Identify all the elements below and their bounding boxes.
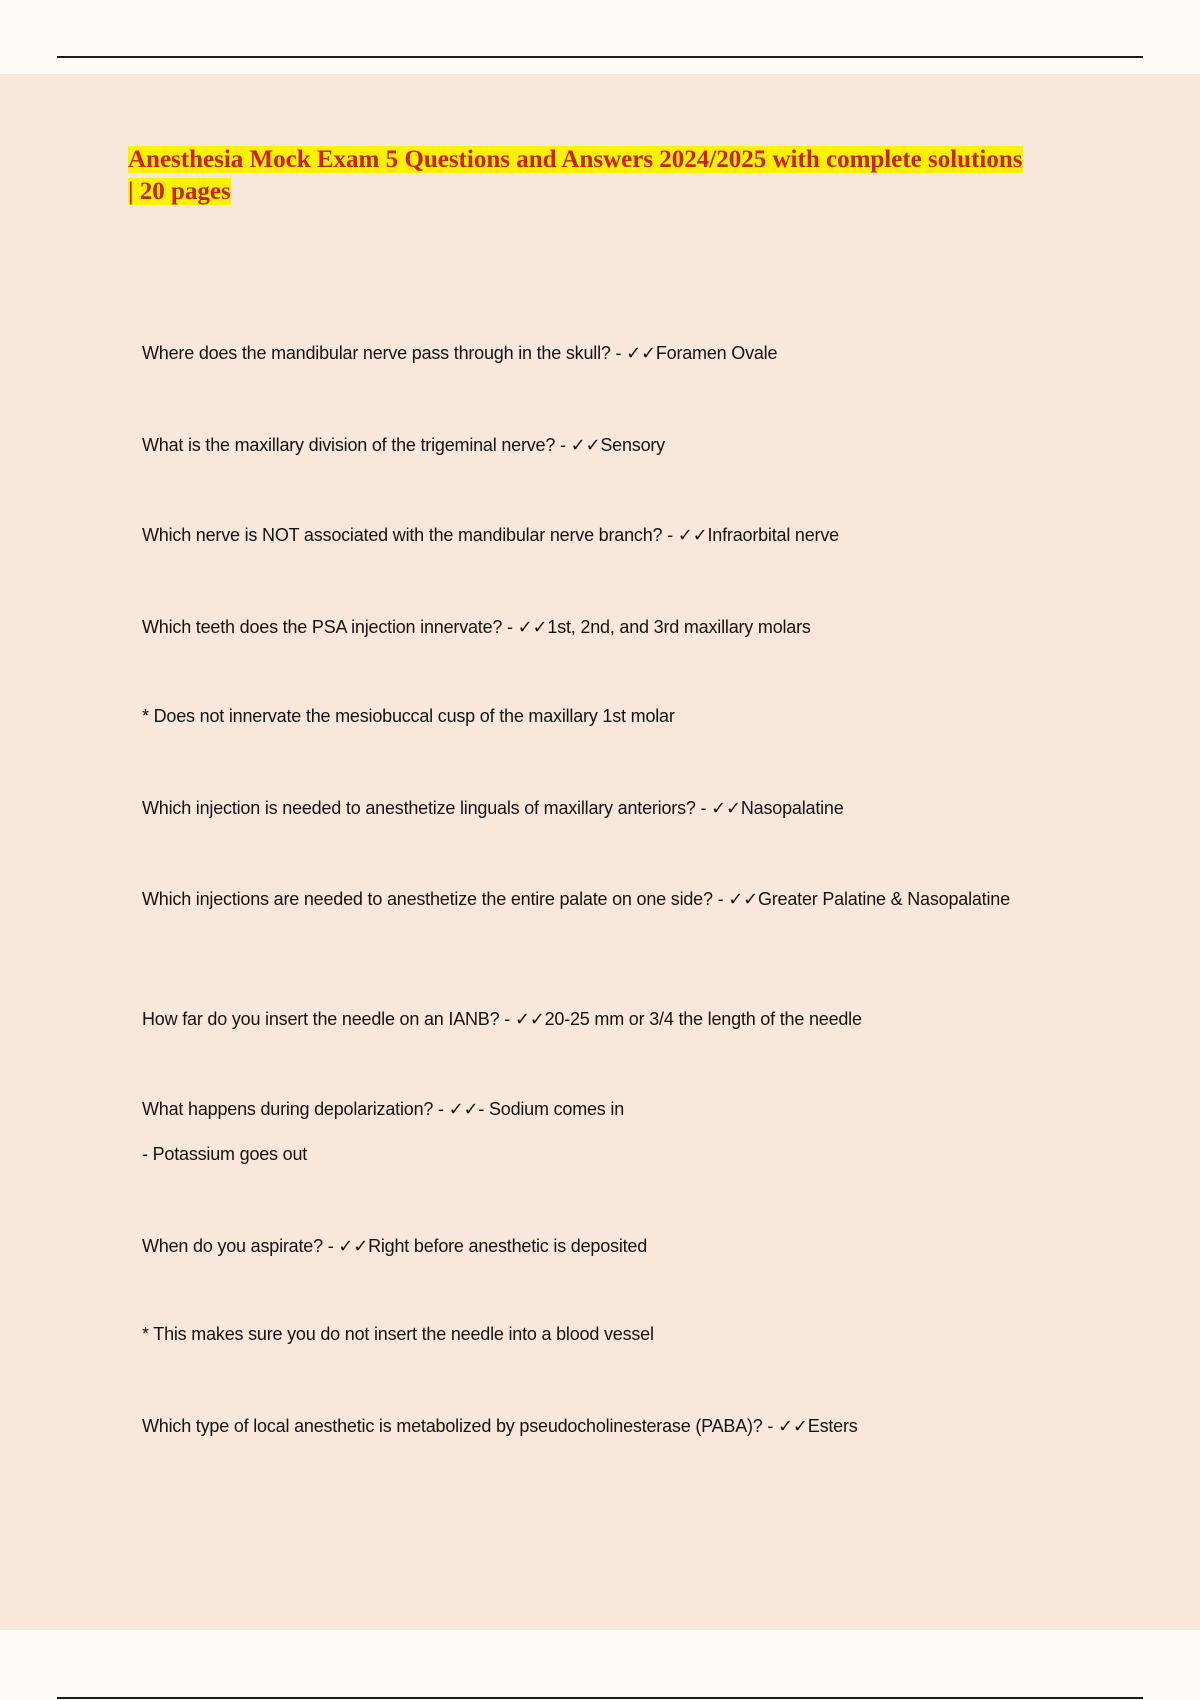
title-highlight: Anesthesia Mock Exam 5 Questions and Answers 2024/2025 with complete solutions | 20 pages [128, 146, 1023, 205]
qa-item: When do you aspirate? - ✓✓Right before anesthetic is deposited [142, 1236, 648, 1256]
qa-item: What happens during depolarization? - ✓✓- Sodium comes in [142, 1099, 625, 1119]
document-title [128, 144, 1028, 208]
bottom-divider [57, 1697, 1143, 1699]
qa-item: How far do you insert the needle on an IANB? - ✓✓20-25 mm or 3/4 the length of the needle [142, 1009, 862, 1029]
qa-item: Which nerve is NOT associated with the mandibular nerve branch? - ✓✓Infraorbital nerve [142, 525, 839, 545]
qa-item: Which teeth does the PSA injection innervate? - ✓✓1st, 2nd, and 3rd maxillary molars [142, 617, 811, 637]
qa-note: * Does not innervate the mesiobuccal cusp of the maxillary 1st molar [142, 706, 675, 726]
document-page [0, 74, 1200, 1630]
qa-note: * This makes sure you do not insert the needle into a blood vessel [142, 1324, 654, 1344]
top-divider [57, 56, 1143, 58]
qa-item: Which type of local anesthetic is metabolized by pseudocholinesterase (PABA)? - ✓✓Esters [142, 1416, 858, 1436]
qa-item: Where does the mandibular nerve pass through in the skull? - ✓✓Foramen Ovale [142, 343, 778, 363]
qa-item: What is the maxillary division of the trigeminal nerve? - ✓✓Sensory [142, 435, 665, 455]
qa-item-continued: - Potassium goes out [142, 1144, 308, 1164]
qa-item: Which injections are needed to anesthetize the entire palate on one side? - ✓✓Greater Palatine & Nasopalatine [142, 889, 1010, 909]
qa-item: Which injection is needed to anesthetize linguals of maxillary anteriors? - ✓✓Nasopalatine [142, 798, 844, 818]
